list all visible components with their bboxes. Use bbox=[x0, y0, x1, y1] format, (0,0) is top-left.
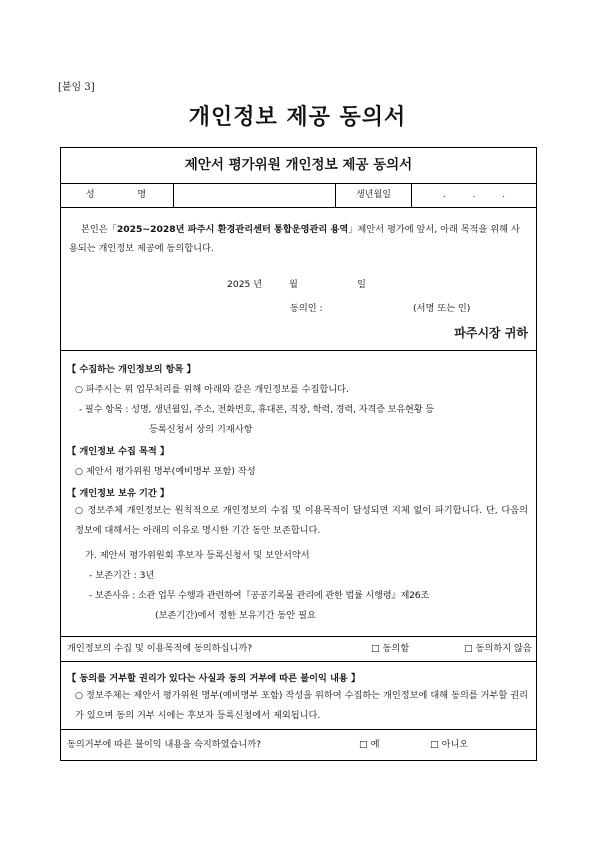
collected-items-text: ○ 파주시는 위 업무처리를 위해 아래와 같은 개인정보를 수집합니다. bbox=[75, 384, 349, 395]
consent-statement-block bbox=[61, 208, 536, 351]
required-items-cont: 등록신청서 상의 기재사항 bbox=[149, 424, 253, 435]
disagree-checkbox[interactable]: □ 동의하지 않음 bbox=[464, 643, 532, 654]
retention-text: ○ 정보주체 개인정보는 원칙적으로 개인정보의 수집 및 이용목적이 달성되면 지체 없이 파기합니다. 단, 다음의 정보에 대해서는 아래의 이유로 명시한 기간 동안 보존합니다. bbox=[75, 505, 528, 536]
refusal-heading: 【 동의를 거부할 권리가 있다는 사실과 동의 거부에 따른 불이익 내용 】 bbox=[67, 673, 361, 684]
personal-info-row bbox=[61, 184, 536, 208]
birthdate-label: 생년월일 bbox=[336, 184, 412, 207]
retention-reason: - 보존사유 : 소관 업무 수행과 관련하여『공공기록물 관리에 관한 법률 시행령』제26조 bbox=[89, 590, 430, 601]
purpose-heading: 【 개인정보 수집 목적 】 bbox=[67, 446, 170, 457]
signer-label: 동의인 : bbox=[290, 303, 323, 314]
retention-reason-cont: (보존기간)에서 정한 보유기간 동안 필요 bbox=[155, 610, 316, 621]
yes-checkbox[interactable]: □ 예 bbox=[359, 739, 380, 750]
refusal-text: ○ 정보주체는 제안서 평가위원 명부(예비명부 포함) 작성을 위하여 수집하는 개인정보에 대해 동의를 거부할 권리가 있으며 동의 거부 시에는 후보자 등록신청에서 제외됩니다. bbox=[75, 690, 528, 721]
purpose-text: ○ 제안서 평가위원 명부(예비명부 포함) 작성 bbox=[75, 466, 256, 477]
intro-prefix: 본인은「 bbox=[81, 224, 117, 235]
collected-items-heading: 【 수집하는 개인정보의 항목 】 bbox=[67, 364, 196, 375]
consent-question-row bbox=[61, 637, 536, 662]
consent-intro bbox=[69, 220, 528, 258]
consent-question: 개인정보의 수집 및 이용목적에 동의하십니까? bbox=[67, 643, 253, 654]
refusal-rights-block bbox=[61, 662, 536, 730]
acknowledgement-row bbox=[61, 730, 536, 762]
retention-heading: 【 개인정보 보유 기간 】 bbox=[67, 488, 170, 499]
project-name: 2025~2028년 파주시 환경관리센터 통합운영관리 용역 bbox=[116, 224, 349, 235]
name-label: 성 명 bbox=[61, 184, 174, 207]
name-field[interactable] bbox=[174, 184, 336, 207]
retention-period: - 보존기간 : 3년 bbox=[89, 570, 155, 581]
acknowledgement-question: 동의거부에 따른 불이익 내용을 숙지하였습니까? bbox=[67, 739, 262, 750]
date-month: 월 bbox=[289, 279, 298, 290]
form-title: 제안서 평가위원 개인정보 제공 동의서 bbox=[61, 148, 536, 184]
no-checkbox[interactable]: □ 아니오 bbox=[430, 739, 469, 750]
date-day: 일 bbox=[357, 279, 366, 290]
retention-subitem: 가. 제안서 평가위원회 후보자 등록신청서 및 보안서약서 bbox=[85, 550, 310, 561]
addressee: 파주시장 귀하 bbox=[454, 326, 528, 340]
intro-suffix: 」제안서 평가에 앞서, 아래 목적을 위해 사용되는 개인정보 제공에 동의합니다. bbox=[69, 224, 520, 254]
consent-form bbox=[60, 147, 537, 761]
date-year: 2025 년 bbox=[227, 279, 263, 290]
birthdate-field[interactable]: . . . bbox=[442, 190, 518, 200]
agree-checkbox[interactable]: □ 동의함 bbox=[371, 643, 410, 654]
signature-note: (서명 또는 인) bbox=[413, 303, 471, 314]
personal-info-items-block bbox=[61, 351, 536, 637]
attachment-label: [붙임 3] bbox=[58, 82, 95, 93]
document-title: 개인정보 제공 동의서 bbox=[188, 105, 407, 130]
required-items-text: - 필수 항목 : 성명, 생년월일, 주소, 전화번호, 휴대폰, 직장, 학력, 경력, 자격증 보유현황 등 bbox=[79, 404, 434, 415]
